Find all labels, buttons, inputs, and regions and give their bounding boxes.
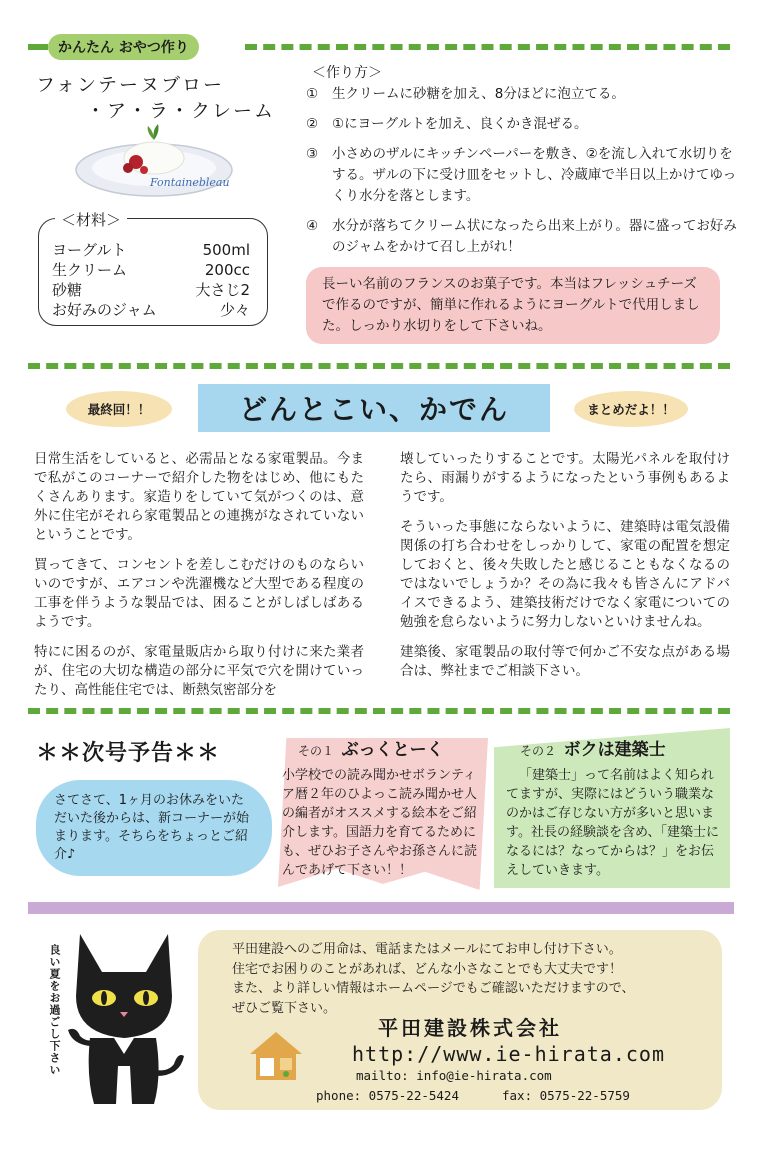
section-label: かんたん おやつ作り — [48, 34, 199, 60]
contact-message — [232, 940, 712, 1018]
top-divider-left — [28, 44, 48, 50]
material-name: 生クリーム — [52, 261, 128, 279]
item2-text: 「建築士」って名前はよく知られてますが、実際にはどういう職業なのかはご存じない方が多いと思います。社長の経験談を含め、「建築士になるには？なってからは？」をお伝えしていきます。 — [506, 768, 719, 878]
material-row — [52, 260, 250, 280]
step-number: ① — [306, 86, 319, 102]
material-amount: 500ml — [202, 241, 250, 259]
article-right-column — [400, 450, 730, 692]
step-text: 小さめのザルにキッチンペーパーを敷き、②を流し入れて水切りをする。ザルの下に受け皿をセットし、冷蔵庫で半日以上かけてゆっくり水分を落とします。 — [332, 146, 737, 204]
step-text: 生クリームに砂糖を加え、8分ほどに泡立てる。 — [332, 86, 625, 102]
dish-title-line2: ・ア・ラ・クレーム — [86, 100, 276, 122]
material-name: 砂糖 — [52, 281, 83, 299]
howto-step — [306, 144, 742, 207]
item1-text: 小学校での読み聞かせボランティア暦２年のひよっこ読み聞かせ人の編者がオススメする絵本をご紹介します。国語力を育てるためにも、ぜひお子さんやお孫さんに読んであげて下さい！！ — [282, 768, 478, 878]
item1-title: ぶっくとーく — [341, 740, 444, 760]
next-issue-title: ＊＊次号予告＊＊ — [36, 741, 221, 766]
article-title: どんとこい、かでん — [198, 384, 550, 432]
phone-number: phone: 0575-22-5424 — [316, 1088, 459, 1103]
article-paragraph: 買ってきて、コンセントを差しこむだけのものならいいのですが、エアコンや洗濯機など大型である程度の工事を伴うような製品では、困ることがしばしばあるようです。 — [34, 557, 364, 630]
item2-heading — [520, 735, 666, 760]
contact-line: 平田建設へのご用命は、電話またはメールにてお申し付け下さい。 — [232, 942, 622, 957]
fax-number: fax: 0575-22-5759 — [502, 1088, 630, 1103]
article-paragraph: 特にに困るのが、家電量販店から取り付けに来た業者が、住宅の大切な構造の部分に平気で穴を開けていったり、高性能住宅では、断熱気密部分を — [34, 644, 364, 698]
top-divider — [245, 44, 730, 50]
howto-section — [306, 62, 742, 258]
next-issue-cloud: さてさて、1ヶ月のお休みをいただいた後からは、新コーナーが始まります。そちらをちょっとご紹介♪ — [36, 780, 272, 876]
material-row — [52, 240, 250, 260]
article-paragraph: そういった事態にならないように、建築時は電気設備関係の打ち合わせをしっかりして、家電の配置を想定しておくと、後々失敗したと感じることもなくなるのではないでしょうか？その為に我々も皆さんにアドバイスできるよう、建築技術だけでなく家電についての勉強を怠らないように努力しないといけませんね。 — [400, 519, 730, 630]
photo-caption: Fontainebleau — [150, 176, 230, 189]
article-left-column — [34, 450, 364, 711]
dish-title-line1: フォンテーヌブロー — [36, 74, 225, 96]
company-name: 平田建設株式会社 — [378, 1016, 562, 1040]
materials-list — [52, 240, 250, 320]
material-amount: 大さじ2 — [195, 281, 250, 299]
material-name: お好みのジャム — [52, 301, 157, 319]
item2-number: その２ — [520, 744, 557, 758]
howto-step — [306, 114, 742, 135]
howto-step — [306, 84, 742, 105]
step-number: ② — [306, 116, 319, 132]
cat-illustration — [60, 926, 190, 1110]
lower-divider — [28, 708, 730, 714]
material-row — [52, 300, 250, 320]
contact-line: 住宅でお困りのことがあれば、どんな小さなことでも大丈夫です！ — [232, 961, 623, 977]
item1-heading — [298, 735, 444, 760]
materials-title: ＜材料＞ — [55, 209, 127, 230]
house-logo-icon — [246, 1028, 306, 1084]
middle-divider — [28, 363, 730, 369]
material-amount: 200cc — [204, 261, 250, 279]
item2-title: ボクは建築士 — [563, 740, 666, 760]
contact-line: また、より詳しい情報はホームページでもご確認いただけますので、 — [232, 981, 635, 996]
email-link[interactable]: mailto: info@ie-hirata.com — [356, 1068, 552, 1083]
step-number: ④ — [306, 218, 319, 234]
step-text: 水分が落ちてクリーム状になったら出来上がり。器に盛ってお好みのジャムをかけて召し上がれ！ — [332, 218, 737, 255]
material-amount: 少々 — [219, 301, 250, 319]
howto-step — [306, 216, 742, 258]
purple-divider — [28, 902, 734, 914]
final-episode-tag: 最終回！！ — [66, 391, 172, 427]
article-paragraph: 壊していったりすることです。太陽光パネルを取付けたら、雨漏りがするようになったという事例もあるようです。 — [400, 451, 730, 505]
material-name: ヨーグルト — [52, 241, 127, 259]
item1-number: その１ — [298, 744, 335, 758]
summary-tag: まとめだよ！！ — [574, 391, 688, 427]
contact-line: ぜひご覧下さい。 — [232, 1000, 337, 1016]
step-number: ③ — [306, 146, 319, 162]
article-paragraph: 建築後、家電製品の取付等で何かご不安な点がある場合は、弊社までご相談下さい。 — [400, 644, 730, 679]
howto-title: ＜作り方＞ — [312, 65, 382, 81]
material-row — [52, 280, 250, 300]
website-link[interactable]: http://www.ie-hirata.com — [352, 1042, 665, 1066]
step-text: ①にヨーグルトを加え、良くかき混ぜる。 — [332, 116, 588, 132]
recipe-note: 長ーい名前のフランスのお菓子です。本当はフレッシュチーズで作るのですが、簡単に作れるようにヨーグルトで代用しました。しっかり水切りをして下さいね。 — [306, 267, 720, 344]
cat-caption: 良い夏をお過ごし下さい — [48, 944, 61, 1076]
article-paragraph: 日常生活をしていると、必需品となる家電製品。今まで私がこのコーナーで紹介した物をはじめ、他にもたくさんあります。家造りをしていて気がつくのは、意外に住宅がそれら家電製品との連携がなされていないということです。 — [34, 451, 364, 543]
